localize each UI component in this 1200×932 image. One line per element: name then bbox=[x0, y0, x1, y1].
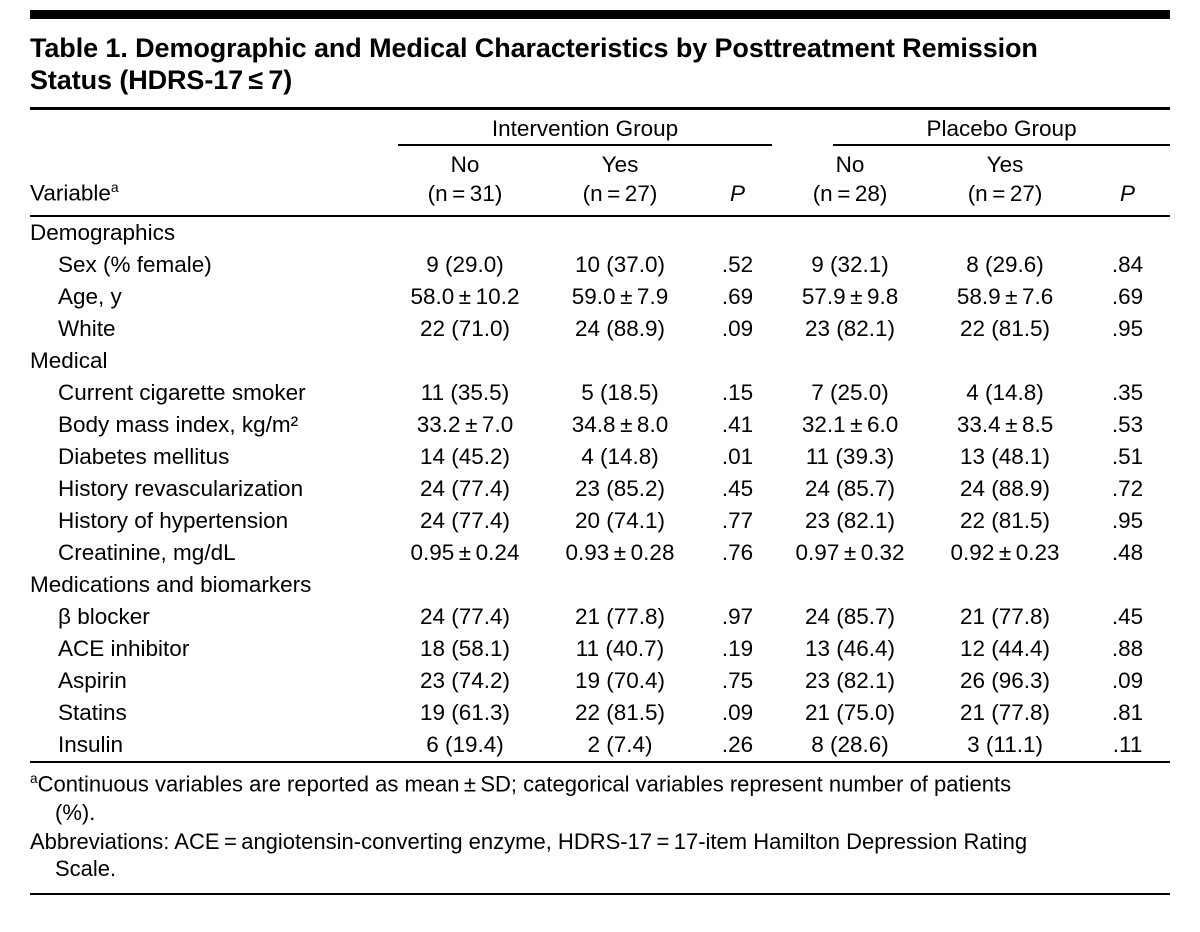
col-header-intervention-yes: Yes (n = 27) bbox=[540, 146, 700, 217]
col-header-placebo-p: P bbox=[1085, 146, 1170, 217]
row-label: Age, y bbox=[58, 284, 122, 310]
table-title-line2: Status (HDRS-17 ≤ 7) bbox=[30, 64, 293, 95]
table-row bbox=[30, 537, 1170, 569]
footnote-a-line1: $^a$Continuous variables are reported as mean ± SD; categorical variables represent number of patients bbox=[30, 771, 1012, 797]
value-cell: 11 (35.5) bbox=[420, 380, 510, 406]
table-row bbox=[30, 473, 1170, 505]
p-value-cell: .88 bbox=[1111, 636, 1144, 662]
table-row bbox=[30, 729, 1170, 762]
p-value-cell: .95 bbox=[1111, 508, 1144, 534]
value-cell: 21 (77.8) bbox=[960, 700, 1051, 726]
table-row bbox=[30, 633, 1170, 665]
group-header-placebo: Placebo Group bbox=[833, 110, 1170, 146]
value-cell: 57.9 ± 9.8 bbox=[801, 284, 899, 310]
col-header-intervention-p: P bbox=[700, 146, 775, 217]
section-row bbox=[30, 216, 1170, 249]
value-cell: 24 (85.7) bbox=[805, 604, 896, 630]
group-header-intervention: Intervention Group bbox=[398, 110, 772, 146]
p-value-cell: .26 bbox=[700, 729, 775, 762]
table-row bbox=[30, 313, 1170, 345]
value-cell: 22 (71.0) bbox=[419, 316, 511, 342]
value-cell: 21 (77.8) bbox=[960, 604, 1051, 630]
value-cell: 9 (29.0) bbox=[426, 252, 504, 278]
value-cell: 24 (77.4) bbox=[419, 508, 511, 534]
section-label: Medical bbox=[30, 348, 108, 374]
p-value-cell: .53 bbox=[1111, 412, 1144, 438]
value-cell: 11 (39.3) bbox=[805, 444, 895, 470]
value-cell: 24 (85.7) bbox=[805, 476, 896, 502]
value-cell: 24 (88.9) bbox=[960, 476, 1051, 502]
table-row bbox=[30, 249, 1170, 281]
row-label: Sex (% female) bbox=[58, 252, 212, 278]
footnote-abbrev-line1: Abbreviations: ACE = angiotensin-converting enzyme, HDRS-17 = 17-item Hamilton Depression Rating bbox=[30, 828, 1028, 854]
value-cell: 23 (82.1) bbox=[805, 508, 896, 534]
section-label: Demographics bbox=[30, 220, 176, 246]
group-header-spacer bbox=[30, 110, 390, 146]
p-value-cell: .52 bbox=[721, 252, 754, 278]
bottom-rule bbox=[30, 893, 1170, 895]
row-label: History of hypertension bbox=[58, 508, 289, 534]
footnote-a bbox=[30, 770, 1170, 826]
section-row bbox=[30, 569, 1170, 601]
row-label: Statins bbox=[58, 700, 127, 726]
row-label: Insulin bbox=[30, 729, 390, 762]
table-row bbox=[30, 697, 1170, 729]
value-cell: 58.0 ± 10.2 bbox=[410, 284, 520, 310]
table-row bbox=[30, 377, 1170, 409]
p-value-cell: .09 bbox=[721, 316, 754, 342]
footnotes bbox=[30, 770, 1170, 883]
p-value-cell: .09 bbox=[1111, 668, 1144, 694]
table-row bbox=[30, 281, 1170, 313]
row-label: White bbox=[58, 316, 116, 342]
table-body bbox=[30, 216, 1170, 762]
value-cell: 11 (40.7) bbox=[575, 636, 665, 662]
variable-column-header: Variable$^a$ bbox=[30, 146, 390, 217]
value-cell: 0.92 ± 0.23 bbox=[950, 540, 1060, 566]
row-label: History revascularization bbox=[58, 476, 304, 502]
p-value-cell: .45 bbox=[721, 476, 754, 502]
group-header-row bbox=[30, 110, 1170, 146]
value-cell: 8 (28.6) bbox=[775, 729, 925, 762]
row-label: Current cigarette smoker bbox=[58, 380, 306, 406]
footnote-abbrev-line2: Scale. bbox=[55, 856, 117, 882]
characteristics-table bbox=[30, 110, 1170, 764]
row-label: Aspirin bbox=[58, 668, 127, 694]
p-value-cell: .15 bbox=[721, 380, 754, 406]
table-title bbox=[30, 33, 1170, 97]
p-value-cell: .51 bbox=[1111, 444, 1144, 470]
value-cell: 13 (48.1) bbox=[960, 444, 1051, 470]
p-value-cell: .19 bbox=[721, 636, 754, 662]
variable-footnote-marker: a bbox=[110, 179, 119, 196]
value-cell: 13 (46.4) bbox=[805, 636, 896, 662]
footnote-abbreviations bbox=[30, 828, 1170, 884]
value-cell: 2 (7.4) bbox=[540, 729, 700, 762]
table-row bbox=[30, 665, 1170, 697]
p-value-cell: .35 bbox=[1111, 380, 1144, 406]
footnote-a-marker: a bbox=[30, 771, 38, 787]
value-cell: 22 (81.5) bbox=[960, 508, 1051, 534]
value-cell: 23 (74.2) bbox=[419, 668, 511, 694]
value-cell: 8 (29.6) bbox=[966, 252, 1044, 278]
row-label: Body mass index, kg/m² bbox=[58, 412, 299, 438]
table-row bbox=[30, 505, 1170, 537]
value-cell: 4 (14.8) bbox=[581, 444, 659, 470]
value-cell: 20 (74.1) bbox=[574, 508, 666, 534]
row-label: Creatinine, mg/dL bbox=[58, 540, 236, 566]
p-value-cell: .97 bbox=[721, 604, 754, 630]
value-cell: 21 (75.0) bbox=[805, 700, 896, 726]
col-header-placebo-yes: Yes (n = 27) bbox=[925, 146, 1085, 217]
value-cell: 14 (45.2) bbox=[419, 444, 511, 470]
value-cell: 33.2 ± 7.0 bbox=[416, 412, 514, 438]
p-value-cell: .69 bbox=[721, 284, 754, 310]
p-value-cell: .69 bbox=[1111, 284, 1144, 310]
value-cell: 12 (44.4) bbox=[960, 636, 1051, 662]
table-title-line1: Table 1. Demographic and Medical Characteristics by Posttreatment Remission bbox=[30, 33, 1038, 63]
p-value-cell: .75 bbox=[721, 668, 754, 694]
section-row bbox=[30, 345, 1170, 377]
row-label: Diabetes mellitus bbox=[58, 444, 230, 470]
value-cell: 58.9 ± 7.6 bbox=[956, 284, 1054, 310]
value-cell: 23 (85.2) bbox=[574, 476, 666, 502]
p-value-cell: .09 bbox=[721, 700, 754, 726]
p-value-cell: .45 bbox=[1111, 604, 1144, 630]
p-value-cell: .01 bbox=[721, 444, 754, 470]
value-cell: 23 (82.1) bbox=[805, 668, 896, 694]
value-cell: 0.95 ± 0.24 bbox=[410, 540, 520, 566]
p-value-cell: .72 bbox=[1111, 476, 1144, 502]
value-cell: 3 (11.1) bbox=[925, 729, 1085, 762]
value-cell: 24 (77.4) bbox=[419, 476, 511, 502]
footnote-a-line2: (%). bbox=[55, 799, 96, 825]
value-cell: 19 (70.4) bbox=[574, 668, 666, 694]
value-cell: 9 (32.1) bbox=[811, 252, 889, 278]
p-value-cell: .11 bbox=[1085, 729, 1170, 762]
value-cell: 4 (14.8) bbox=[966, 380, 1044, 406]
p-value-cell: .77 bbox=[721, 508, 754, 534]
value-cell: 33.4 ± 8.5 bbox=[956, 412, 1054, 438]
p-value-cell: .81 bbox=[1111, 700, 1144, 726]
value-cell: 19 (61.3) bbox=[419, 700, 511, 726]
value-cell: 26 (96.3) bbox=[960, 668, 1051, 694]
value-cell: 24 (77.4) bbox=[419, 604, 511, 630]
col-header-intervention-no: No (n = 31) bbox=[390, 146, 540, 217]
value-cell: 23 (82.1) bbox=[805, 316, 896, 342]
p-value-cell: .95 bbox=[1111, 316, 1144, 342]
value-cell: 18 (58.1) bbox=[419, 636, 511, 662]
row-label: ACE inhibitor bbox=[58, 636, 190, 662]
p-value-cell: .76 bbox=[721, 540, 754, 566]
row-label: β blocker bbox=[58, 604, 150, 630]
p-value-cell: .84 bbox=[1111, 252, 1144, 278]
table-row bbox=[30, 441, 1170, 473]
table-row bbox=[30, 409, 1170, 441]
p-value-cell: .41 bbox=[721, 412, 754, 438]
value-cell: 5 (18.5) bbox=[581, 380, 659, 406]
p-value-cell: .48 bbox=[1111, 540, 1144, 566]
value-cell: 6 (19.4) bbox=[390, 729, 540, 762]
table-row bbox=[30, 601, 1170, 633]
value-cell: 59.0 ± 7.9 bbox=[571, 284, 669, 310]
top-rule bbox=[30, 10, 1170, 19]
table-header bbox=[30, 110, 1170, 217]
col-header-placebo-no: No (n = 28) bbox=[775, 146, 925, 217]
value-cell: 0.93 ± 0.28 bbox=[565, 540, 675, 566]
value-cell: 34.8 ± 8.0 bbox=[571, 412, 669, 438]
column-header-row bbox=[30, 146, 1170, 217]
value-cell: 32.1 ± 6.0 bbox=[801, 412, 899, 438]
value-cell: 7 (25.0) bbox=[811, 380, 889, 406]
value-cell: 10 (37.0) bbox=[574, 252, 666, 278]
value-cell: 24 (88.9) bbox=[574, 316, 666, 342]
section-label: Medications and biomarkers bbox=[30, 572, 312, 598]
value-cell: 21 (77.8) bbox=[574, 604, 666, 630]
value-cell: 22 (81.5) bbox=[960, 316, 1051, 342]
value-cell: 0.97 ± 0.32 bbox=[795, 540, 905, 566]
value-cell: 22 (81.5) bbox=[574, 700, 666, 726]
